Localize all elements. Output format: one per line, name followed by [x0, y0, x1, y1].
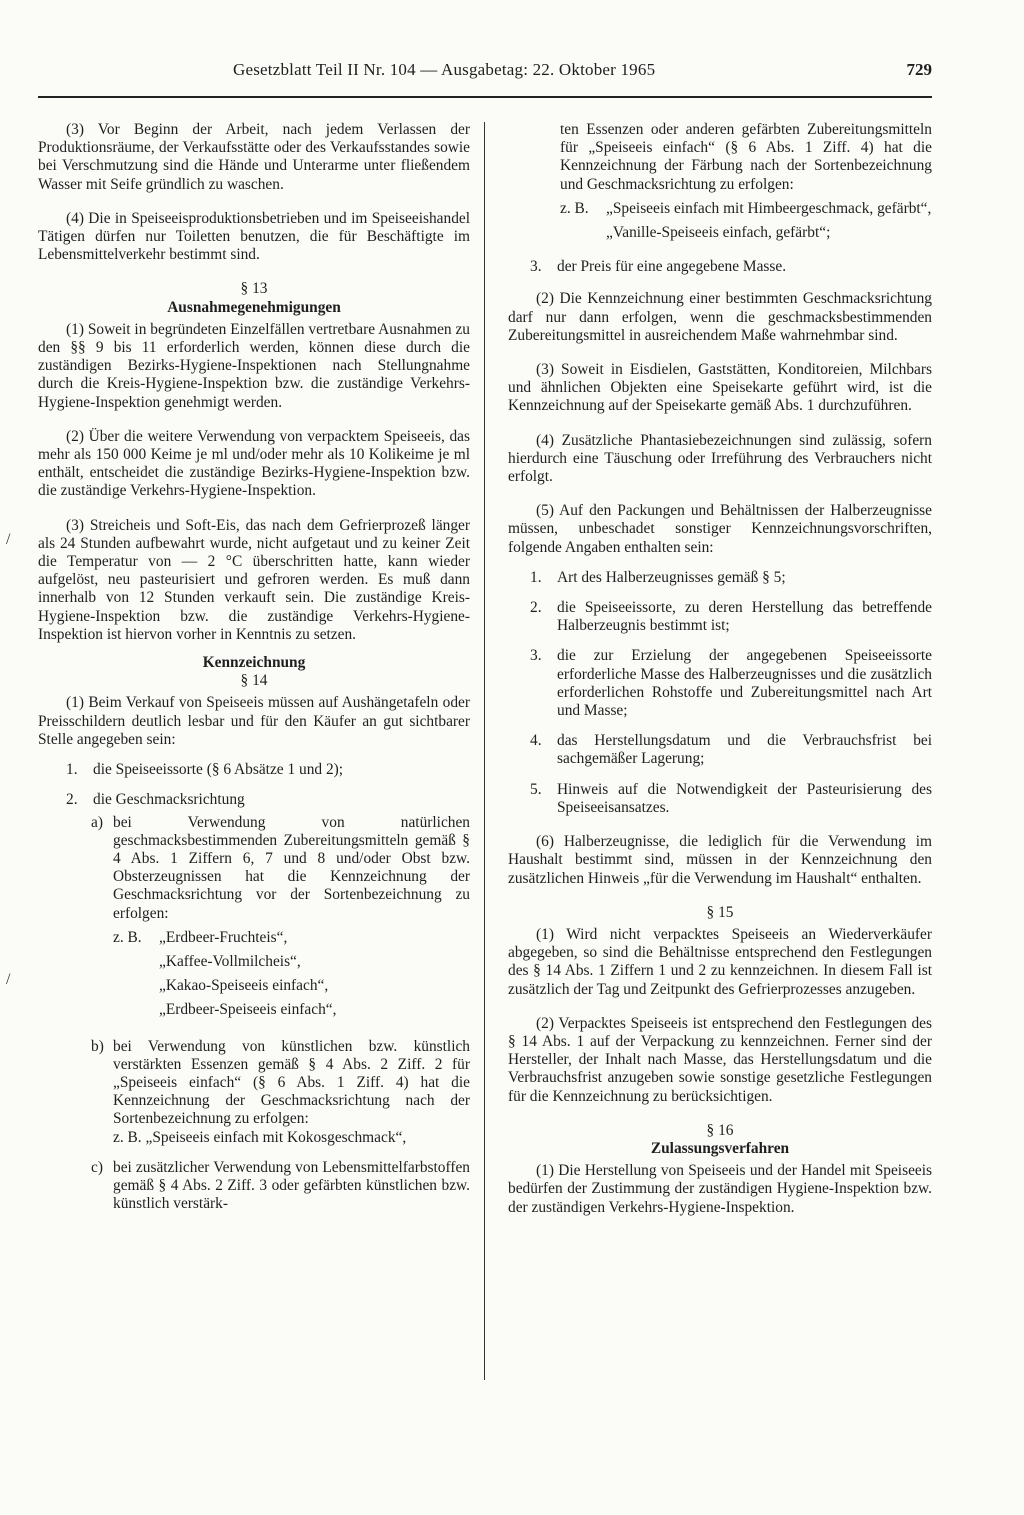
example-block: z. B. „Speiseeis einfach mit Himbeergeschmack, gefärbt“, „Vanille-Speiseeis einfach, gefärbt“; [560, 199, 932, 242]
paragraph: (2) Die Kennzeichnung einer bestimmten Geschmacksrichtung darf nur dann erfolgen, wenn die geschmacksbestimmenden Zubereitungsmittel in ausreichendem Maße wahrnehmbar sind. [508, 290, 932, 344]
list-item: 2. die Speiseeissorte, zu deren Herstellung das betreffende Halberzeugnis bestimmt ist; [530, 599, 932, 635]
column-divider [484, 122, 485, 1380]
paragraph: (6) Halberzeugnisse, die lediglich für die Verwendung im Haushalt bestimmt sind, müssen in der Kennzeichnung den zusätzlichen Hinweis „für die Verwendung im Haushalt“ enthalten. [508, 833, 932, 887]
margin-mark: / [6, 531, 11, 548]
paragraph: (2) Verpacktes Speiseeis ist entsprechend den Festlegungen des § 14 Abs. 1 auf der Verpackung zu kennzeichnen. Ferner sind der Hersteller, der Inhalt nach Masse, das Herstellungsdatum und die Verbrauchsfrist anzugeben sowie sonstige gesetzliche Festlegungen für die Kennzeichnung zu berücksichtigen. [508, 1014, 932, 1105]
enumerated-list [508, 569, 932, 817]
list-item: b) bei Verwendung von künstlichen bzw. künstlich verstärkten Essenzen gemäß § 4 Abs. 2 Ziff. 2 für „Speiseeis einfach“ (§ 6 Abs. 1 Ziff. 4) hat die Kennzeichnung der Geschmacksrichtung nach der Sortenbezeichnung zu erfolgen: z. B. „Speiseeis einfach mit Kokosgeschmack“, [91, 1037, 470, 1146]
paragraph: (3) Streicheis und Soft-Eis, das nach dem Gefrierprozeß länger als 24 Stunden aufbewahrt wurde, nicht aufgetaut und zu keiner Zeit die Temperatur von — 2 °C überschritten hatte, kann wieder aufgelöst, neu pasteurisiert und gefroren werden. Es muß dann innerhalb von 12 Stunden verkauft sein. Die zuständige Kreis-Hygiene-Inspektion bzw. die zuständige Verkehrs-Hygiene-Inspektion ist hiervon vorher in Kenntnis zu setzen. [38, 516, 470, 643]
section-number: § 14 [240, 672, 268, 690]
list-item: 3. die zur Erzielung der angegebenen Speiseeissorte erforderliche Masse des Halberzeugnisses und die zusätzlich erforderlichen Rohstoffe und Zubereitungsmittel nach Art und Masse; [530, 647, 932, 720]
section-number: § 16 [706, 1121, 734, 1139]
paragraph: (3) Vor Beginn der Arbeit, nach jedem Verlassen der Produktionsräume, der Verkaufsstätte oder des Verkaufsstandes sowie bei Verschmutzung sind die Hände und Unterarme unter fließendem Wasser mit Seife gründlich zu waschen. [38, 121, 470, 193]
section-title: Ausnahmegenehmigungen [167, 298, 341, 316]
example: „Kakao-Speiseeis einfach“, [159, 977, 329, 995]
example: „Vanille-Speiseeis einfach, gefärbt“; [606, 224, 831, 242]
left-column [38, 121, 470, 1225]
paragraph: (1) Beim Verkauf von Speiseeis müssen auf Aushängetafeln oder Preisschildern deutlich lesbar und für den Käufer an gut sichtbarer Stelle angegeben sein: [38, 694, 470, 748]
list-item: a) bei Verwendung von natürlichen geschmacksbestimmenden Zubereitungsmitteln gemäß § 4 Abs. 1 Ziffern 6, 7 und 8 und/oder Obst bzw. Obsterzeugnissen hat die Kennzeichnung der Geschmacksrichtung vor der Sortenbezeichnung zu erfolgen: z. B. „Erdbeer-Fruchteis“, „Kaffee-Vollmilcheis“, „Kakao-Speiseeis einfach“, „Erdbeer-Speiseeis einfach“, [91, 814, 470, 1026]
enumerated-list [38, 761, 470, 1213]
margin-mark: / [6, 971, 11, 988]
page-number: 729 [906, 60, 932, 79]
paragraph: (4) Zusätzliche Phantasiebezeichnungen sind zulässig, sofern hierdurch eine Täuschung oder Irreführung des Verbrauchers nicht erfolgt. [508, 431, 932, 486]
paragraph: (5) Auf den Packungen und Behältnissen der Halberzeugnisse müssen, unbeschadet sonstiger Kennzeichnungsvorschriften, folgende Angaben enthalten sein: [508, 502, 932, 556]
list-item: 2. die Geschmacksrichtung [66, 791, 245, 809]
example: „Speiseeis einfach mit Himbeergeschmack, gefärbt“, [606, 199, 932, 217]
page-header [38, 56, 932, 98]
sub-list [66, 814, 470, 1214]
list-item-continuation: ten Essenzen oder anderen gefärbten Zubereitungsmitteln für „Speiseeis einfach“ (§ 6 Abs. 1 Ziff. 4) hat die Kennzeichnung der Färbung nach der Sortenbezeichnung und Geschmacksrichtung zu erfolgen: z. B. „Speiseeis einfach mit Himbeergeschmack, gefärbt“, „Vanille-Speiseeis einfach, gefärbt“; [508, 121, 932, 248]
example: z. B. „Speiseeis einfach mit Kokosgeschmack“, [113, 1128, 407, 1146]
right-column [508, 121, 932, 1233]
page-title: Gesetzblatt Teil II Nr. 104 — Ausgabetag: 22. Oktober 1965 [233, 60, 656, 79]
paragraph: (1) Die Herstellung von Speiseeis und der Handel mit Speiseeis bedürfen der Zustimmung der zuständigen Hygiene-Inspektion bzw. der zuständigen Verkehrs-Hygiene-Inspektion. [508, 1162, 932, 1216]
section-number: § 15 [706, 903, 734, 921]
example: „Erdbeer-Fruchteis“, [159, 928, 288, 946]
paragraph: (1) Soweit in begründeten Einzelfällen vertretbare Ausnahmen zu den §§ 9 bis 11 erforderlich werden, können diese durch die zuständigen Bezirks-Hygiene-Inspektionen nach Stellungnahme durch die Kreis-Hygiene-Inspektion bzw. die zuständige Verkehrs-Hygiene-Inspektion genehmigt werden. [38, 320, 470, 411]
example: „Kaffee-Vollmilcheis“, [159, 952, 301, 970]
example-block: z. B. „Erdbeer-Fruchteis“, „Kaffee-Vollmilcheis“, „Kakao-Speiseeis einfach“, „Erdbeer-Speiseeis einfach“, [113, 928, 337, 1019]
example: „Erdbeer-Speiseeis einfach“, [159, 1001, 337, 1019]
list-item: 3. der Preis für eine angegebene Masse. [530, 258, 787, 276]
paragraph: (2) Über die weitere Verwendung von verpacktem Speiseeis, das mehr als 150 000 Keime je ml und/oder mehr als 10 Kolikeime je ml enthält, entscheidet die zuständige Bezirks-Hygiene-Inspektion bzw. die zuständige Verkehrs-Hygiene-Inspektion. [38, 427, 470, 500]
paragraph: (1) Wird nicht verpacktes Speiseeis an Wiederverkäufer abgegeben, so sind die Behältnisse entsprechend den Festlegungen des § 14 Abs. 1 Ziffern 1 und 2 zu kennzeichnen. In diesem Fall ist zusätzlich der Tag und Zeitpunkt des Gefrierprozesses anzugeben. [508, 925, 932, 998]
paragraph: (4) Die in Speiseeisproduktionsbetrieben und im Speiseeishandel Tätigen dürfen nur Toiletten benutzen, die für Beschäftigte im Lebensmittelverkehr bestimmt sind. [38, 209, 470, 264]
list-item: 1. Art des Halberzeugnisses gemäß § 5; [530, 568, 786, 586]
list-item: 4. das Herstellungsdatum und die Verbrauchsfrist bei sachgemäßer Lagerung; [530, 732, 932, 768]
paragraph: (3) Soweit in Eisdielen, Gaststätten, Konditoreien, Milchbars und ähnlichen Objekten eine Speisekarte geführt wird, ist die Kennzeichnung auf der Speisekarte gemäß Abs. 1 durchzuführen. [508, 361, 932, 415]
section-title: Kennzeichnung [202, 654, 306, 672]
section-number: § 13 [240, 280, 268, 298]
section-title: Zulassungsverfahren [650, 1139, 790, 1157]
list-item: 1. die Speiseeissorte (§ 6 Absätze 1 und 2); [66, 761, 344, 779]
list-item: c) bei zusätzlicher Verwendung von Lebensmittelfarbstoffen gemäß § 4 Abs. 2 Ziff. 3 oder gefärbten künstlichen bzw. künstlich verstärk- [91, 1158, 470, 1213]
list-item: 5. Hinweis auf die Notwendigkeit der Pasteurisierung des Speiseeisansatzes. [530, 780, 932, 816]
